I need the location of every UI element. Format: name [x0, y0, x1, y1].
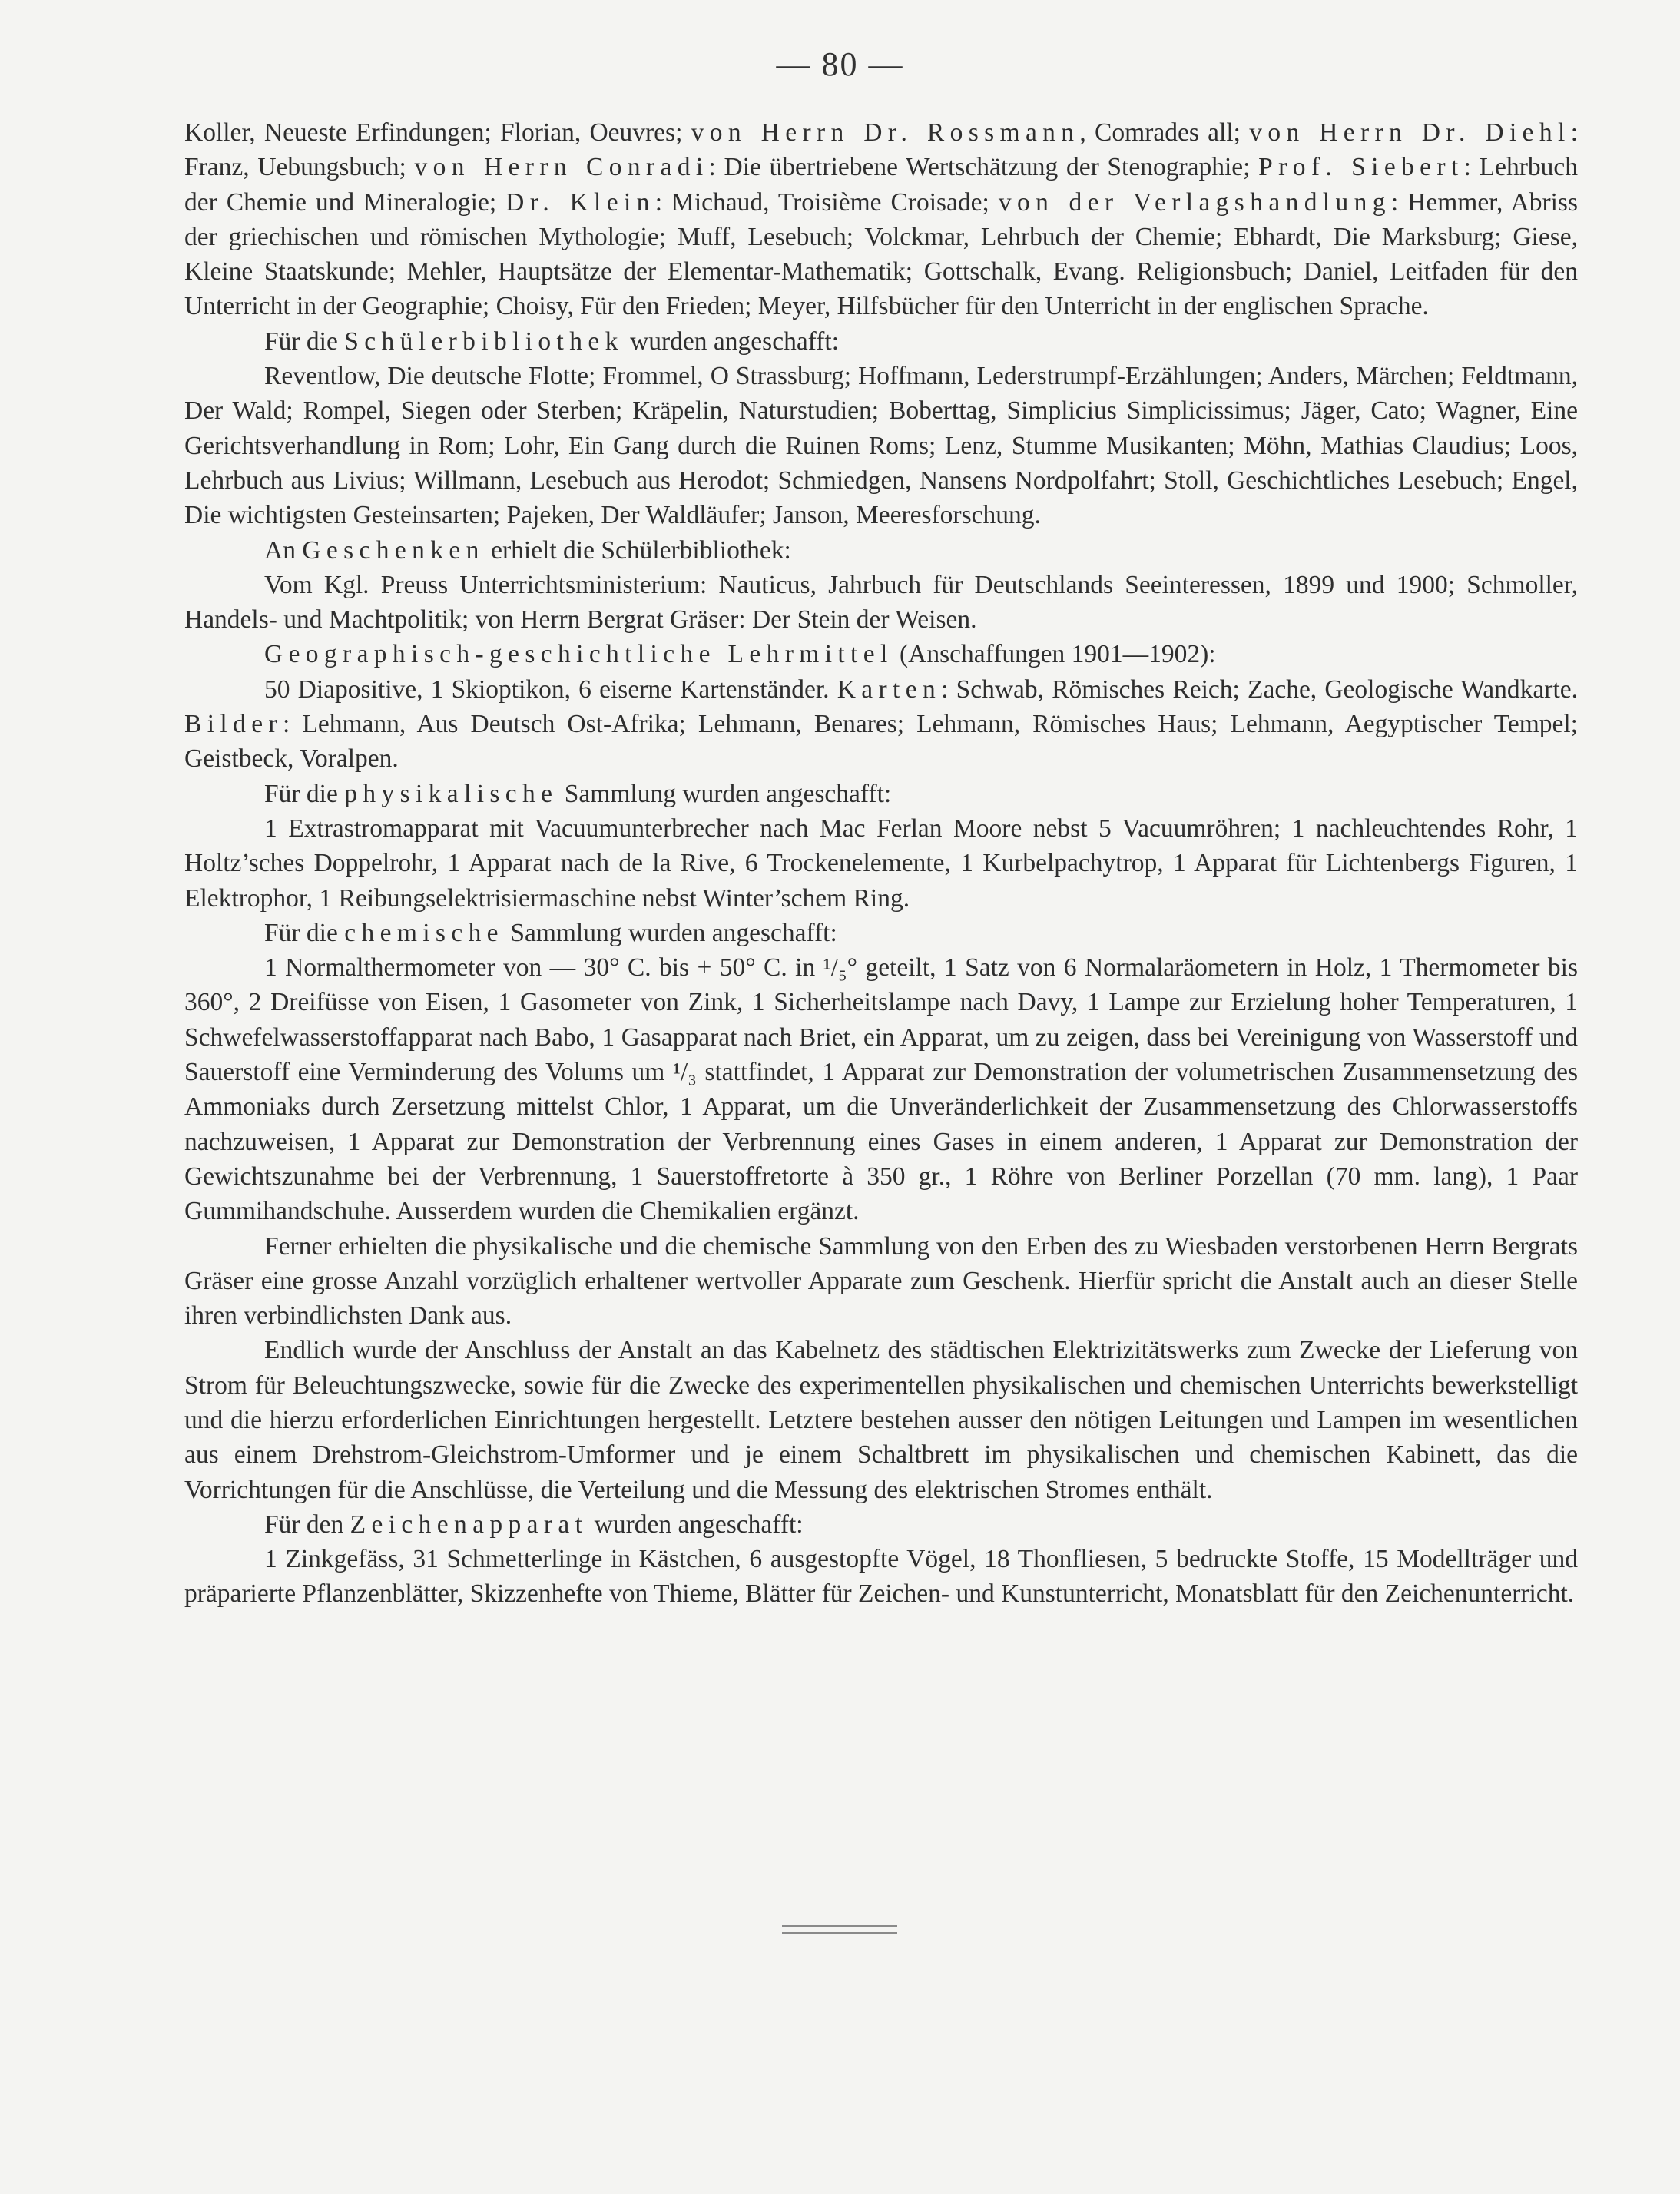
spaced-term: Schülerbibliothek: [344, 326, 624, 356]
spaced-term: Karten: [837, 674, 942, 704]
text-run: Endlich wurde der Anschluss der Anstalt an das Kabelnetz des städtischen Elektrizitätswerks zum Zwecke der Lieferung von Strom für Beleuchtungszwecke, sowie für die Zwecke des experimentellen physikalischen und chemischen Unterrichts bewerkstelligt und die hierzu erforderlichen Einrichtungen hergestellt. Letztere bestehen ausser den nötigen Leitungen und Lampen im wesentlichen aus einem Drehstrom-Gleichstrom-Umformer und je einem Schaltbrett im physikalischen und chemischen Kabinett, das die Vorrichtungen für die Anschlüsse, die Verteilung und die Messung des elektrischen Stromes enthält.: [184, 1336, 1578, 1504]
paragraph: [184, 1507, 1578, 1542]
paragraph: [184, 1333, 1578, 1506]
body-text: [184, 115, 1578, 1612]
paragraph: [184, 950, 1578, 1228]
paragraph: [184, 324, 1578, 359]
paragraph: [184, 533, 1578, 568]
spaced-term: von Herrn Dr. Diehl: [1249, 118, 1571, 147]
text-run: Koller, Neueste Erfindungen; Florian, Oeuvres;: [184, 118, 691, 147]
text-run: wurden angeschafft:: [588, 1510, 804, 1539]
text-run: Sammlung wurden angeschafft:: [503, 918, 837, 947]
paragraph: [184, 359, 1578, 532]
text-run: Ferner erhielten die physikalische und die chemische Sammlung von den Erben des zu Wiesbaden verstorbenen Herrn Bergrats Gräser eine grosse Anzahl vorzüglich erhaltener wertvoller Apparate zum Geschenk. Hierfür spricht die Anstalt auch an dieser Stelle ihren verbindlichsten Dank aus.: [184, 1231, 1578, 1331]
paragraph: [184, 811, 1578, 916]
spaced-term: Geographisch-geschichtliche Lehrmittel: [264, 640, 893, 669]
spaced-term: Prof. Siebert: [1258, 153, 1464, 182]
text-run: Für den: [264, 1510, 350, 1539]
spaced-term: Geschenken: [302, 535, 485, 565]
spaced-term: chemische: [344, 918, 504, 947]
text-run: 1 Extrastromapparat mit Vacuumunterbrecher nach Mac Ferlan Moore nebst 5 Vacuumröhren; 1 nachleuchtendes Rohr, 1 Holtz’sches Doppelrohr, 1 Apparat nach de la Rive, 6 Trockenelemente, 1 Kurbelpachytrop, 1 Apparat für Lichtenbergs Figuren, 1 Elektrophor, 1 Reibungselektrisiermaschine nebst Winter’schem Ring.: [184, 814, 1578, 913]
text-run: Für die: [264, 918, 345, 947]
text-run: erhielt die Schülerbibliothek:: [484, 535, 791, 565]
text-run: : Franz, Uebungsbuch;: [184, 118, 1579, 182]
text-run: (Anschaffungen 1901—1902):: [893, 640, 1216, 669]
spaced-term: Zeichenapparat: [350, 1510, 588, 1539]
spaced-term: von Herrn Conradi: [414, 153, 709, 182]
text-run: , Comrades all;: [1079, 118, 1250, 147]
text-run: : Schwab, Römisches Reich; Zache, Geologische Wandkarte.: [941, 674, 1579, 704]
paragraph: [184, 672, 1578, 777]
paragraph: [184, 568, 1578, 638]
text-run: 1 Normalthermometer von — 30° C. bis + 50° C. in ¹/₅° geteilt, 1 Satz von 6 Normalaräometern in Holz, 1 Thermometer bis 360°, 2 Dreifüsse von Eisen, 1 Gasometer von Zink, 1 Sicherheitslampe nach Davy, 1 Lampe zur Erzielung hoher Temperaturen, 1 Schwefelwasserstoffapparat nach Babo, 1 Gasapparat nach Briet, ein Apparat, um zu zeigen, dass bei Vereinigung von Wasserstoff und Sauerstoff eine Verminderung des Volums um ¹/₃ stattfindet, 1 Apparat zur Demonstration der volumetrischen Zusammensetzung des Ammoniaks durch Zersetzung mittelst Chlor, 1 Apparat, um die Unveränderlichkeit der Zusammensetzung des Chlorwasserstoffs nachzuweisen, 1 Apparat zur Demonstration der Verbrennung eines Gases in einem anderen, 1 Apparat zur Demonstration der Gewichtszunahme bei der Verbrennung, 1 Sauerstoffretorte à 350 gr., 1 Röhre von Berliner Porzellan (70 mm. lang), 1 Paar Gummihandschuhe. Ausserdem wurden die Chemikalien ergänzt.: [184, 953, 1578, 1226]
paragraph: [184, 637, 1578, 671]
text-run: wurden angeschafft:: [623, 326, 840, 356]
text-run: : Michaud, Troisième Croisade;: [654, 187, 999, 217]
text-run: Reventlow, Die deutsche Flotte; Frommel, O Strassburg; Hoffmann, Lederstrumpf-Erzählungen; Anders, Märchen; Feldtmann, Der Wald; Rompel, Siegen oder Sterben; Kräpelin, Naturstudien; Boberttag, Simplicius Simplicissimus; Jäger, Cato; Wagner, Eine Gerichtsverhandlung in Rom; Lohr, Ein Gang durch die Ruinen Roms; Lenz, Stumme Musikanten; Möhn, Mathias Claudius; Loos, Lehrbuch aus Livius; Willmann, Lesebuch aus Herodot; Schmiedgen, Nansens Nordpolfahrt; Stoll, Geschichtliches Lesebuch; Engel, Die wichtigsten Gesteinsarten; Pajeken, Der Waldläufer; Janson, Meeresforschung.: [184, 362, 1578, 530]
spaced-term: Dr. Klein: [505, 187, 655, 217]
paragraph: [184, 916, 1578, 950]
page-number: — 80 —: [776, 45, 904, 83]
spaced-term: von der Verlagshandlung: [998, 187, 1391, 217]
paragraph: [184, 777, 1578, 811]
text-run: 50 Diapositive, 1 Skioptikon, 6 eiserne Kartenständer.: [264, 674, 837, 704]
paragraph: [184, 1229, 1578, 1334]
spaced-term: Bilder: [184, 710, 283, 739]
text-run: 1 Zinkgefäss, 31 Schmetterlinge in Kästchen, 6 ausgestopfte Vögel, 18 Thonfliesen, 5 bedruckte Stoffe, 15 Modellträger und präparierte Pflanzenblätter, Skizzenhefte von Thieme, Blätter für Zeichen- und Kunstunterricht, Monatsblatt für den Zeichenunterricht.: [184, 1545, 1578, 1609]
text-run: An: [264, 535, 303, 565]
text-run: Vom Kgl. Preuss Unterrichtsministerium: Nauticus, Jahrbuch für Deutschlands Seeinteressen, 1899 und 1900; Schmoller, Handels- und Machtpolitik; von Herrn Bergrat Gräser: Der Stein der Weisen.: [184, 570, 1578, 635]
spaced-term: physikalische: [344, 779, 558, 808]
text-run: Sammlung wurden angeschafft:: [558, 779, 892, 808]
spaced-term: von Herrn Dr. Rossmann: [691, 118, 1080, 147]
text-run: : Hemmer, Abriss der griechischen und römischen Mythologie; Muff, Lesebuch; Volckmar, Lehrbuch der Chemie; Ebhardt, Die Marksburg; Giese, Kleine Staatskunde; Mehler, Hauptsätze der Elementar-Mathematik; Gottschalk, Evang. Religionsbuch; Daniel, Leitfaden für den Unterricht in der Geographie; Choisy, Für den Frieden; Meyer, Hilfsbücher für den Unterricht in der englischen Sprache.: [184, 187, 1578, 321]
paragraph: [184, 1542, 1578, 1612]
text-run: : Lehrbuch der Chemie und Mineralogie;: [184, 153, 1578, 217]
text-run: Für die: [264, 779, 345, 808]
text-run: : Lehmann, Aus Deutsch Ost-Afrika; Lehmann, Benares; Lehmann, Römisches Haus; Lehmann, Aegyptischer Tempel; Geistbeck, Voralpen.: [184, 710, 1578, 774]
paragraph: [184, 115, 1578, 324]
text-run: : Die übertriebene Wertschätzung der Stenographie;: [708, 153, 1259, 182]
text-run: Für die: [264, 326, 345, 356]
closing-rule: [782, 1925, 897, 1934]
